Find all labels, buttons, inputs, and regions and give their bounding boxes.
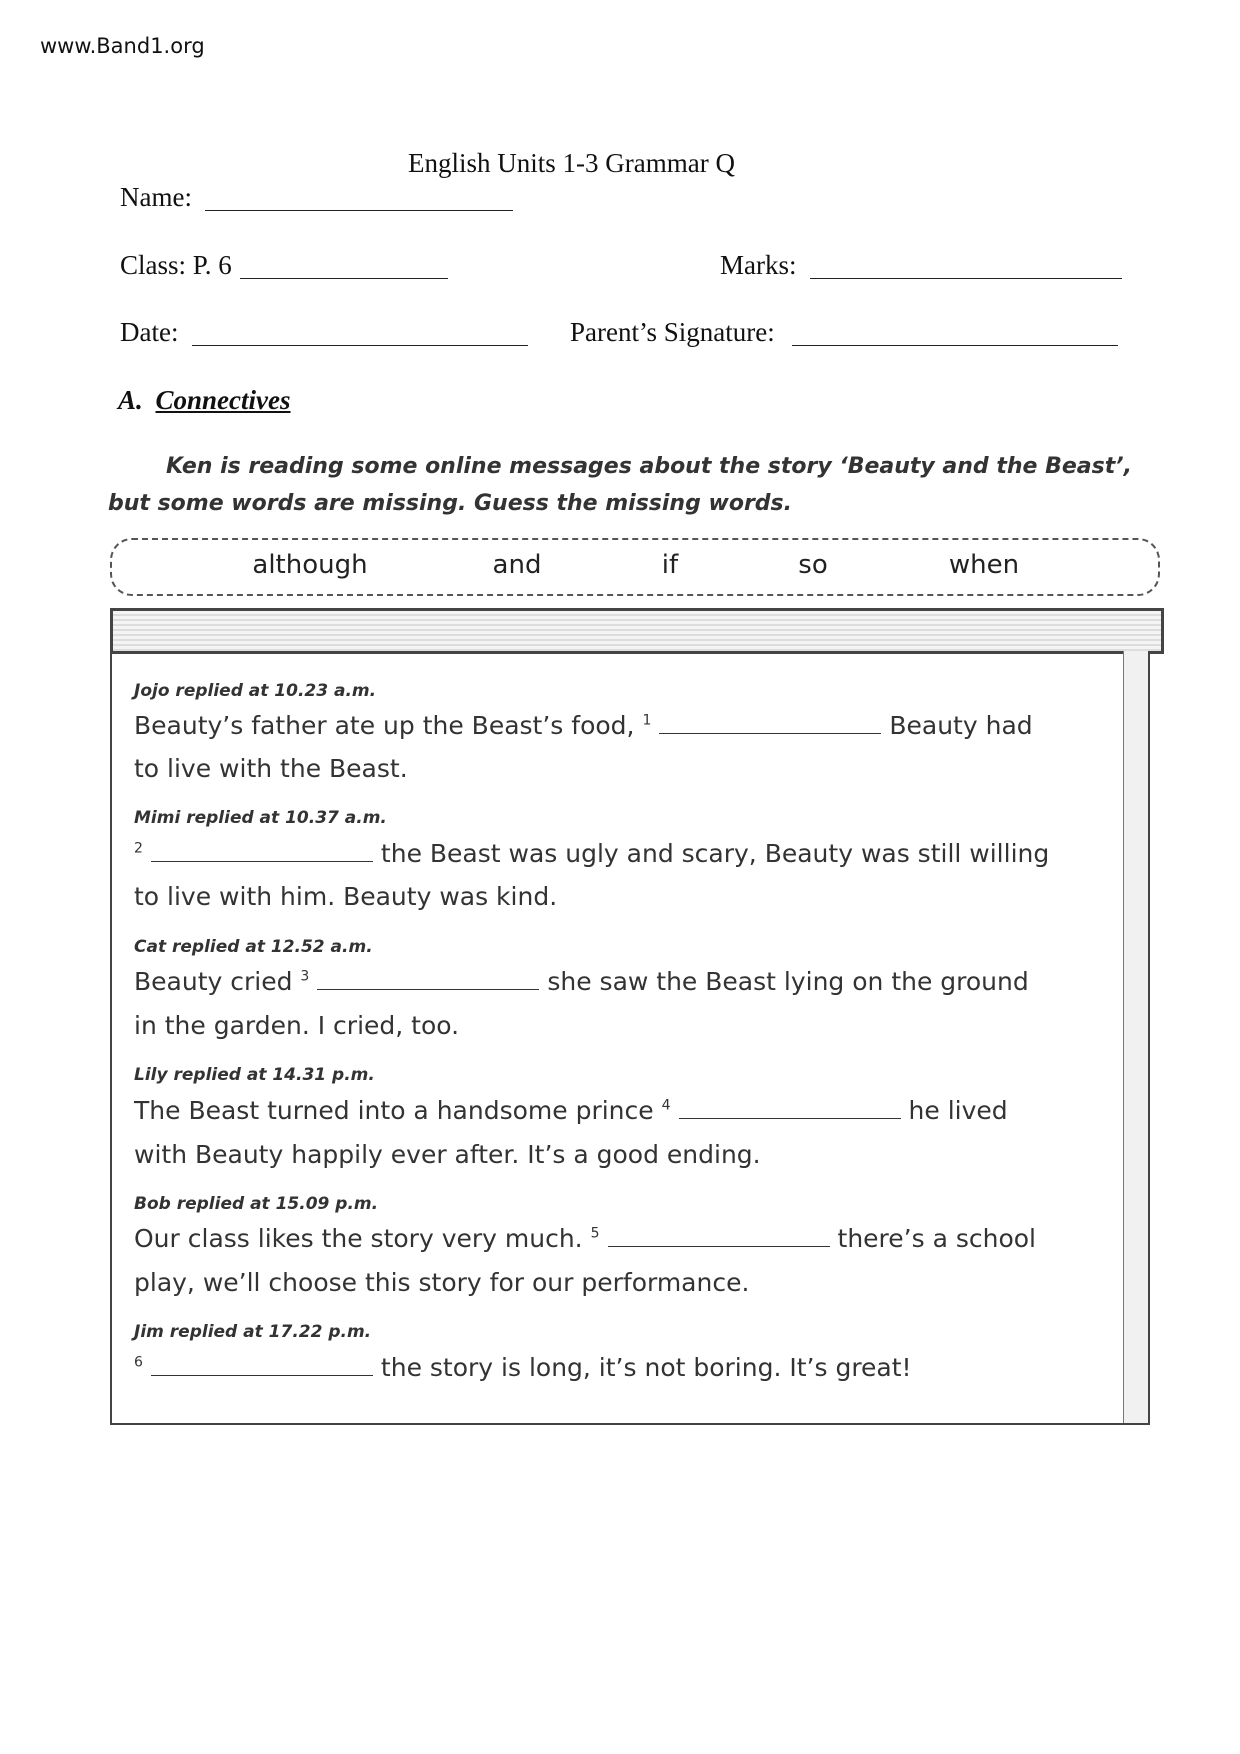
answer-blank[interactable] [151,860,373,862]
name-label: Name: [120,182,192,212]
instruction-line: but some words are missing. Guess the missing words. [108,491,792,516]
section-title: Connectives [155,385,291,415]
class-field[interactable] [240,278,448,279]
instruction-line: Ken is reading some online messages about the story ‘Beauty and the Beast’, [166,454,1132,479]
worksheet-title: English Units 1-3 Grammar Q [408,148,735,178]
signature-field[interactable] [792,345,1118,346]
message-meta: Jim replied at 17.22 p.m. [134,1322,372,1342]
message-text: Our class likes the story very much. $^5$ there’s a school [134,1224,1036,1253]
message-text: to live with the Beast. [134,754,408,783]
message-text: $^2$ the Beast was ugly and scary, Beauty was still willing [134,839,1050,868]
date-field[interactable] [192,345,528,346]
message-text: play, we’ll choose this story for our performance. [134,1268,750,1297]
marks-field[interactable] [810,278,1122,279]
date-label: Date: [120,317,179,347]
message-text: in the garden. I cried, too. [134,1011,460,1040]
marks-label: Marks: [720,250,797,280]
message-text: $^6$ the story is long, it’s not boring. It’s great! [134,1353,912,1382]
answer-blank[interactable] [151,1374,373,1376]
word-bank-item: and [492,550,542,580]
answer-blank[interactable] [608,1245,830,1247]
signature-label: Parent’s Signature: [570,317,775,347]
word-bank [110,538,1160,596]
word-bank-item: if [661,550,679,580]
message-meta: Cat replied at 12.52 a.m. [134,937,373,957]
section-letter: A. [118,385,143,415]
site-url: www.Band1.org [40,34,205,58]
message-text: Beauty’s father ate up the Beast’s food, $^1$ Beauty had [134,711,1033,740]
chat-window-header [110,608,1164,654]
message-meta: Jojo replied at 10.23 a.m. [134,681,377,701]
answer-blank[interactable] [679,1117,901,1119]
answer-blank[interactable] [317,988,539,990]
name-field[interactable] [205,210,513,211]
chat-window [110,651,1150,1425]
word-bank-item: when [948,550,1020,580]
section-heading [118,385,291,416]
message-meta: Mimi replied at 10.37 a.m. [134,808,387,828]
message-text: with Beauty happily ever after. It’s a good ending. [134,1140,761,1169]
message-text: to live with him. Beauty was kind. [134,882,558,911]
class-label: Class: P. 6 [120,250,232,280]
message-meta: Bob replied at 15.09 p.m. [134,1194,379,1214]
message-text: Beauty cried $^3$ she saw the Beast lying on the ground [134,967,1029,996]
word-bank-item: although [252,550,368,580]
answer-blank[interactable] [659,732,881,734]
word-bank-item: so [798,550,828,580]
message-meta: Lily replied at 14.31 p.m. [134,1065,375,1085]
scrollbar[interactable] [1123,651,1148,1423]
message-text: The Beast turned into a handsome prince $^4$ he lived [134,1096,1008,1125]
